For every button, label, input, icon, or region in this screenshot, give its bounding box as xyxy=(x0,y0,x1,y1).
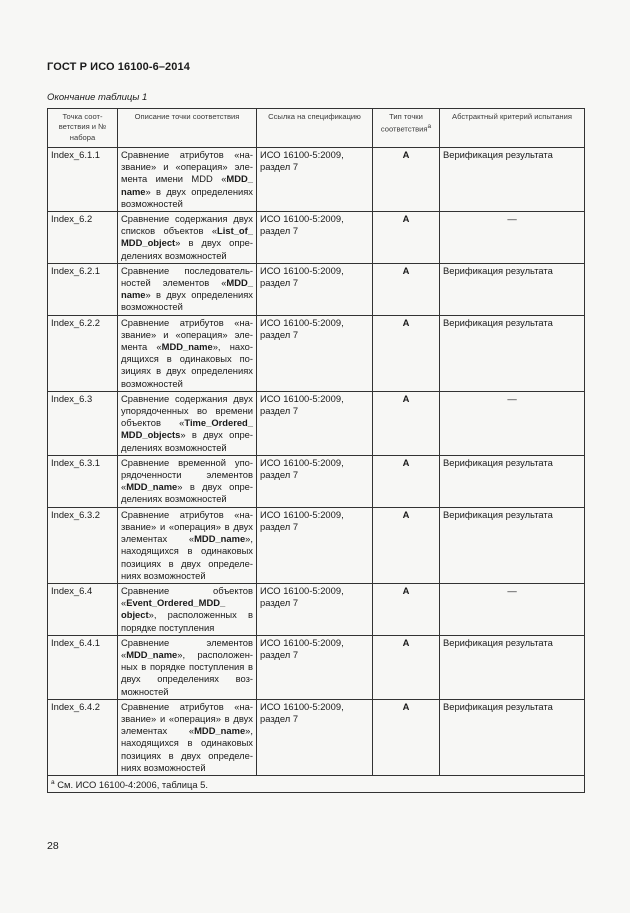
table-row xyxy=(48,263,585,315)
cell-description: Сравнение содержания двух списков объектов «List_of_ MDD_object» в двух опре-делениях возможностей xyxy=(118,212,257,264)
table-row xyxy=(48,315,585,391)
cell-type: A xyxy=(373,315,440,391)
cell-criterion: — xyxy=(440,583,585,635)
conformance-table xyxy=(47,108,585,793)
column-header-type-label: Тип точки соответствия xyxy=(380,112,428,134)
cell-criterion: Верификация результата xyxy=(440,148,585,212)
cell-criterion: Верификация результата xyxy=(440,507,585,583)
cell-reference: ИСО 16100-5:2009, раздел 7 xyxy=(257,391,373,455)
cell-type: A xyxy=(373,148,440,212)
column-header-criterion: Абстрактный критерий испытания xyxy=(440,109,585,148)
table-row xyxy=(48,699,585,775)
cell-description: Сравнение последователь-ностей элементов «MDD_ name» в двух определениях возможностей xyxy=(118,263,257,315)
table-row xyxy=(48,635,585,699)
table-row xyxy=(48,391,585,455)
footnote-mark: а xyxy=(427,123,432,131)
cell-type: A xyxy=(373,583,440,635)
cell-point-id: Index_6.3 xyxy=(48,391,118,455)
cell-criterion: Верификация результата xyxy=(440,263,585,315)
cell-type: A xyxy=(373,699,440,775)
cell-point-id: Index_6.3.2 xyxy=(48,507,118,583)
cell-point-id: Index_6.4.1 xyxy=(48,635,118,699)
cell-point-id: Index_6.2 xyxy=(48,212,118,264)
table-row xyxy=(48,148,585,212)
cell-type: A xyxy=(373,455,440,507)
cell-description: Сравнение атрибутов «на-звание» и «операция» в двух элементах «MDD_name», находящихся в одинаковых позициях в двух определе-ниях возможностей xyxy=(118,699,257,775)
cell-criterion: Верификация результата xyxy=(440,699,585,775)
cell-criterion: — xyxy=(440,212,585,264)
cell-type: A xyxy=(373,263,440,315)
cell-reference: ИСО 16100-5:2009, раздел 7 xyxy=(257,212,373,264)
footnote-text: См. ИСО 16100-4:2006, таблица 5. xyxy=(54,779,208,791)
cell-description: Сравнение содержания двух упорядоченных во времени объектов «Time_Ordered_ MDD_objects» в двух опре-делениях возможностей xyxy=(118,391,257,455)
cell-type: A xyxy=(373,391,440,455)
table-row xyxy=(48,212,585,264)
cell-criterion: Верификация результата xyxy=(440,635,585,699)
cell-point-id: Index_6.2.1 xyxy=(48,263,118,315)
cell-reference: ИСО 16100-5:2009, раздел 7 xyxy=(257,699,373,775)
cell-point-id: Index_6.3.1 xyxy=(48,455,118,507)
cell-reference: ИСО 16100-5:2009, раздел 7 xyxy=(257,148,373,212)
cell-criterion: Верификация результата xyxy=(440,315,585,391)
column-header-type xyxy=(373,109,440,148)
column-header-description: Описание точки соответствия xyxy=(118,109,257,148)
footnote-mark: а xyxy=(51,778,55,786)
cell-description: Сравнение объектов «Event_Ordered_MDD_ object», расположенных в порядке поступления xyxy=(118,583,257,635)
cell-description: Сравнение атрибутов «на-звание» и «операция» эле-мента имени MDD «MDD_ name» в двух определениях возможностей xyxy=(118,148,257,212)
footnote-row xyxy=(48,775,585,792)
cell-description: Сравнение атрибутов «на-звание» и «операция» эле-мента «MDD_name», нахо-дящихся в одинаковых по-зициях в двух определениях возможностей xyxy=(118,315,257,391)
cell-reference: ИСО 16100-5:2009, раздел 7 xyxy=(257,315,373,391)
cell-reference: ИСО 16100-5:2009, раздел 7 xyxy=(257,507,373,583)
cell-type: A xyxy=(373,635,440,699)
cell-criterion: — xyxy=(440,391,585,455)
footnote-cell xyxy=(48,775,585,792)
table-body xyxy=(48,148,585,776)
cell-point-id: Index_6.2.2 xyxy=(48,315,118,391)
document-header: ГОСТ Р ИСО 16100-6–2014 xyxy=(47,61,190,73)
table-row xyxy=(48,583,585,635)
table-caption: Окончание таблицы 1 xyxy=(47,92,148,103)
cell-point-id: Index_6.4 xyxy=(48,583,118,635)
cell-point-id: Index_6.1.1 xyxy=(48,148,118,212)
page-number: 28 xyxy=(47,840,59,852)
cell-description: Сравнение атрибутов «на-звание» и «операция» в двух элементах «MDD_name», находящихся в одинаковых позициях в двух определе-ниях возможностей xyxy=(118,507,257,583)
cell-reference: ИСО 16100-5:2009, раздел 7 xyxy=(257,455,373,507)
cell-type: A xyxy=(373,507,440,583)
cell-criterion: Верификация результата xyxy=(440,455,585,507)
table-header-row xyxy=(48,109,585,148)
cell-reference: ИСО 16100-5:2009, раздел 7 xyxy=(257,635,373,699)
cell-reference: ИСО 16100-5:2009, раздел 7 xyxy=(257,583,373,635)
cell-reference: ИСО 16100-5:2009, раздел 7 xyxy=(257,263,373,315)
table-row xyxy=(48,507,585,583)
column-header-point: Точка соот-ветствия и № набора xyxy=(48,109,118,148)
cell-description: Сравнение элементов «MDD_name», расположен-ных в порядке поступления в двух определениях воз-можностей xyxy=(118,635,257,699)
table-row xyxy=(48,455,585,507)
cell-type: A xyxy=(373,212,440,264)
cell-description: Сравнение временной упо-рядоченности элементов «MDD_name» в двух опре-делениях возможностей xyxy=(118,455,257,507)
cell-point-id: Index_6.4.2 xyxy=(48,699,118,775)
column-header-reference: Ссылка на спецификацию xyxy=(257,109,373,148)
